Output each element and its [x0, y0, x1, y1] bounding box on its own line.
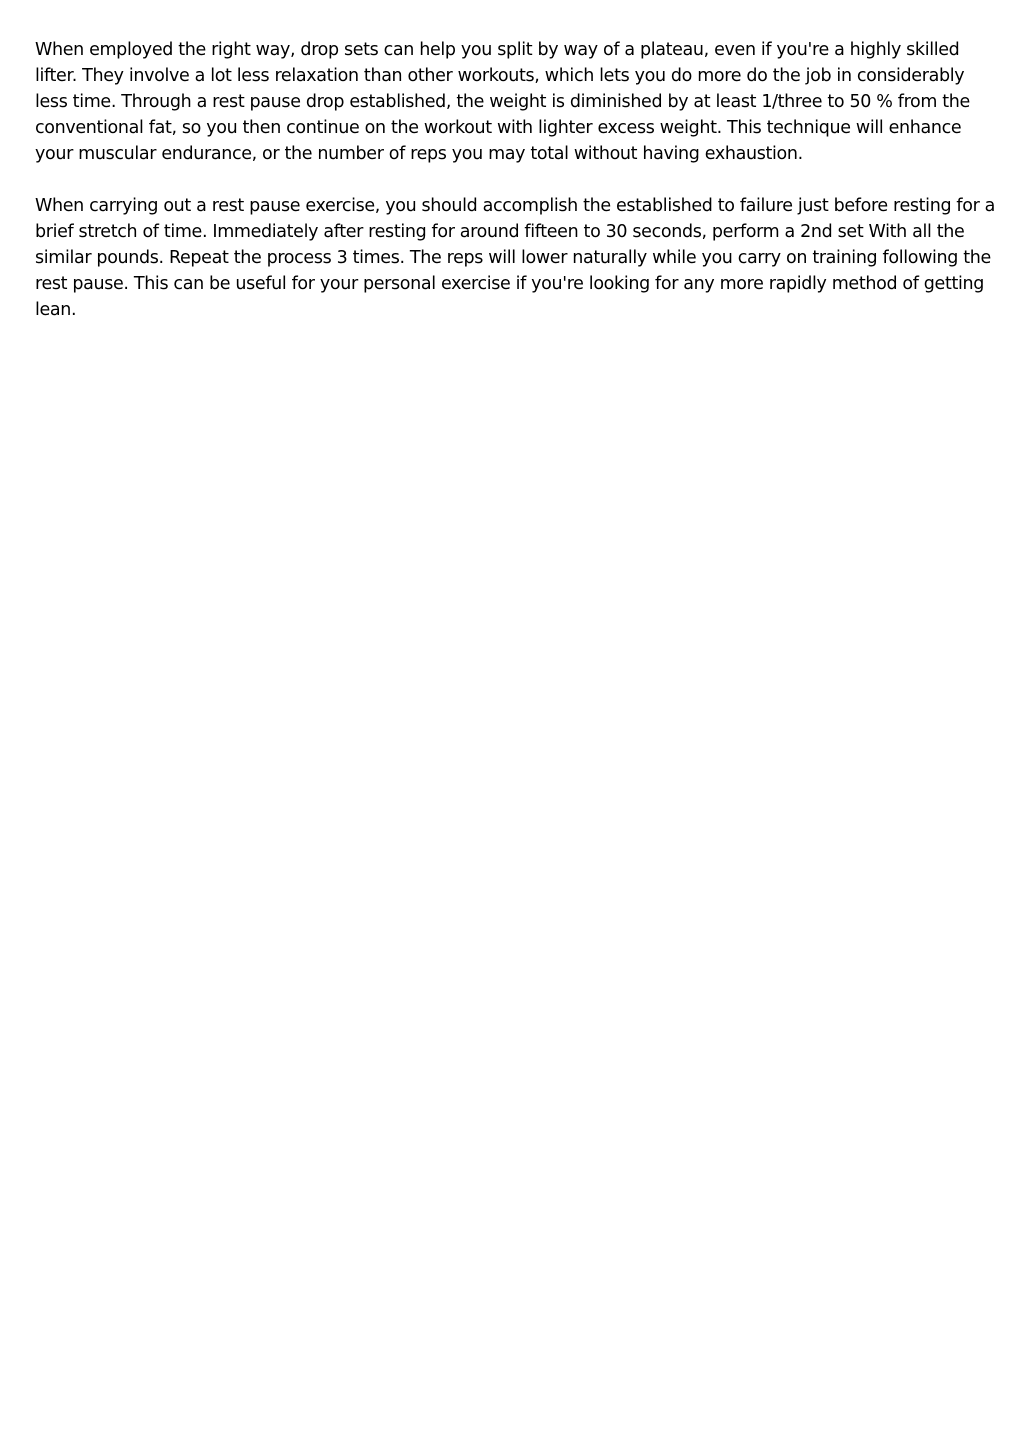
- paragraph-drop-sets: When employed the right way, drop sets can help you split by way of a plateau, even if you're a highly skilled lifter. They involve a lot less relaxation than other workouts, which lets you do more do the job in considerably less time. Through a rest pause drop established, the weight is diminished by at least 1/three to 50 % from the conventional fat, so you then continue on the workout with lighter excess weight. This technique will enhance your muscular endurance, or the number of reps you may total without having exhaustion.: [35, 40, 970, 164]
- document-page: [35, 37, 1000, 349]
- paragraph-rest-pause: When carrying out a rest pause exercise, you should accomplish the established to failure just before resting for a brief stretch of time. Immediately after resting for around fifteen to 30 seconds, perform a 2nd set With all the similar pounds. Repeat the process 3 times. The reps will lower naturally while you carry on training following the rest pause. This can be useful for your personal exercise if you're looking for any more rapidly method of getting lean.: [35, 196, 996, 320]
